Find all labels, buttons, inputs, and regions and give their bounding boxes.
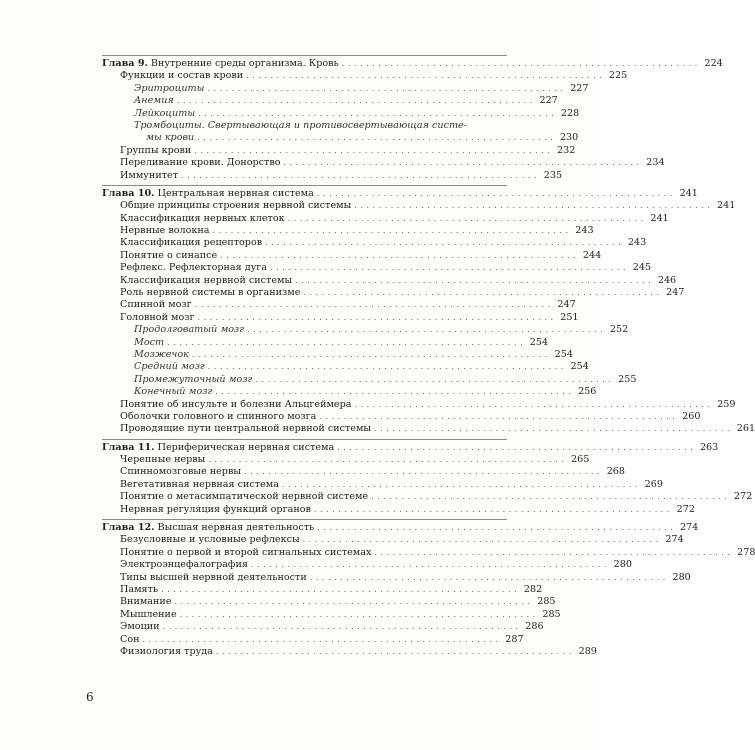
dot-leader (213, 225, 569, 237)
toc-chapter-9 (102, 57, 723, 70)
toc-entry (102, 608, 561, 621)
entry-title: Промежуточный мозг (134, 373, 253, 385)
dot-leader (215, 386, 571, 398)
page-number: 244 (582, 249, 602, 261)
dot-leader (195, 299, 551, 311)
dot-leader (295, 275, 651, 287)
entry-title: Мозжечок (134, 348, 189, 360)
dot-leader (354, 399, 710, 411)
dot-leader (192, 349, 548, 361)
dot-leader (354, 200, 710, 212)
chapter-title: Высшая нервная деятельность (154, 522, 315, 534)
toc-entry (102, 410, 701, 423)
entry-title: Вегетативная нервная система (120, 478, 279, 490)
page-number: 263 (699, 441, 719, 453)
dot-leader (194, 145, 550, 157)
entry-title: Классификация нервных клеток (120, 212, 285, 224)
entry-title: Анемия (134, 95, 174, 107)
dot-leader (282, 479, 638, 491)
dot-leader (317, 522, 673, 534)
page-number: 285 (537, 596, 556, 608)
dot-leader (181, 170, 537, 182)
chapter-divider (102, 55, 507, 56)
dot-leader (288, 213, 644, 225)
toc-entry (102, 287, 685, 299)
dot-leader (371, 491, 727, 503)
toc-entry (102, 132, 579, 144)
entry-title: Спинномозговые нервы (120, 466, 241, 478)
toc-entry (102, 423, 755, 435)
entry-title: Нервные волокна (120, 225, 210, 237)
toc-entry (102, 299, 576, 311)
page-number: 274 (679, 522, 699, 534)
page-number: 243 (575, 225, 594, 237)
toc-entry (102, 336, 549, 349)
page-number: 269 (644, 478, 663, 490)
chapter-divider (102, 185, 507, 186)
dot-leader (161, 584, 517, 596)
toc-entry (102, 398, 736, 411)
dot-leader (167, 337, 523, 349)
page-number: 289 (578, 645, 597, 657)
page-number: 280 (613, 559, 632, 571)
entry-title: Классификация рецепторов (120, 237, 263, 249)
page-number: 272 (733, 491, 753, 503)
chapter-title: Центральная нервная система (154, 187, 314, 199)
page-number: 224 (704, 57, 723, 69)
entry-title: Мышление (120, 608, 177, 620)
page-number: 259 (717, 398, 736, 410)
page-number: 234 (646, 157, 665, 169)
toc-entry (102, 373, 637, 386)
chapter-title: Периферическая нервная система (154, 441, 335, 453)
toc-entry (102, 225, 594, 237)
page-number: 227 (539, 95, 558, 107)
toc-entry (102, 571, 691, 584)
entry-title: Черепные нервы (120, 454, 206, 466)
page-number: 256 (578, 386, 597, 398)
page-number: 254 (529, 336, 549, 348)
page-number: 285 (542, 608, 561, 620)
entry-title: Иммунитет (120, 169, 179, 181)
entry-title: Мост (134, 336, 165, 348)
dot-leader (303, 534, 659, 546)
dot-leader (197, 132, 553, 144)
toc-entry (102, 324, 629, 336)
entry-title: Переливание крови. Донорство (120, 157, 281, 169)
chapter-title: Внутренние среды организма. Кровь (147, 57, 339, 69)
dot-leader (207, 83, 563, 95)
page-number: 227 (570, 82, 589, 94)
entry-title: Понятие о первой и второй сигнальных системах (120, 546, 372, 558)
toc-entry (102, 466, 626, 479)
dot-leader (220, 250, 576, 262)
page-number: 254 (570, 361, 589, 373)
toc-entry (102, 596, 556, 608)
chapter-number: Глава 12. (102, 522, 155, 534)
page-number: 261 (736, 423, 755, 435)
entry-title: Роль нервной системы в организме (120, 287, 301, 299)
page-number: 247 (666, 287, 685, 299)
entry-title: Средний мозг (134, 361, 205, 373)
entry-title: Память (120, 584, 159, 595)
chapter-12-items (102, 534, 755, 658)
entry-title: Функции и состав крови (120, 70, 244, 82)
toc-entry (102, 633, 524, 646)
page-number: 251 (560, 311, 579, 323)
page-number: 272 (676, 503, 695, 515)
toc-entry (102, 262, 652, 274)
entry-title: Проводящие пути центральной нервной системы (120, 423, 372, 435)
dot-leader (265, 237, 621, 249)
dot-leader (180, 609, 536, 621)
page-number: 241 (717, 200, 736, 212)
chapter-divider (102, 519, 507, 520)
chapter-10-items (102, 200, 755, 435)
toc-entry (102, 200, 736, 212)
page-number: 241 (650, 212, 669, 224)
toc-entry (102, 157, 665, 169)
page-number: 255 (618, 373, 637, 385)
dot-leader (208, 454, 564, 466)
toc-entry (102, 386, 597, 398)
toc-entry (102, 70, 628, 82)
toc-entry (102, 144, 576, 157)
page-number: 246 (657, 274, 677, 286)
dot-leader (374, 547, 730, 559)
toc-entry (102, 454, 590, 466)
dot-leader (284, 157, 640, 169)
dot-leader (175, 596, 531, 608)
dot-leader (342, 58, 698, 70)
page-number: 260 (682, 410, 701, 422)
dot-leader (247, 324, 603, 336)
page-number: 247 (557, 299, 576, 311)
entry-title: Внимание (120, 596, 172, 608)
page-number: 235 (543, 169, 563, 181)
dot-leader (198, 108, 554, 120)
toc-entry (102, 107, 580, 120)
entry-title: Оболочки головного и спинного мозга (120, 410, 317, 422)
entry-title: Нервная регуляция функций органов (120, 503, 311, 515)
toc-entry (102, 169, 563, 182)
dot-leader (246, 70, 602, 82)
toc-chapter-12 (102, 522, 699, 534)
entry-title: Группы крови (120, 144, 192, 156)
chapter-11-items (102, 454, 753, 516)
dot-leader (314, 504, 670, 516)
entry-title: Эритроциты (134, 82, 205, 94)
entry-title: Сон (120, 633, 140, 645)
page-number: 225 (608, 70, 628, 82)
toc-entry (102, 348, 573, 361)
chapter-number: Глава 9. (102, 57, 148, 69)
toc-entry (102, 249, 602, 262)
dot-leader (198, 312, 554, 324)
page-number: 245 (632, 262, 652, 274)
dot-leader (143, 634, 499, 646)
entry-title: Типы высшей нервной деятельности (120, 571, 307, 583)
page-number: 282 (523, 584, 543, 595)
toc-entry (102, 274, 677, 287)
entry-title: Классификация нервной системы (120, 274, 293, 286)
dot-leader (303, 287, 659, 299)
dot-leader (163, 621, 519, 633)
dot-leader (208, 361, 564, 373)
entry-title: Понятие о синапсе (120, 249, 218, 261)
page-number: 230 (559, 132, 579, 144)
entry-title: Лейкоциты (134, 107, 196, 119)
toc-entry (102, 212, 669, 225)
chapter-number: Глава 11. (102, 441, 155, 453)
chapter-9-items (102, 70, 665, 182)
toc-entry (102, 546, 755, 559)
toc-entry (102, 491, 753, 503)
toc-entry (102, 559, 632, 571)
toc-entry (102, 120, 507, 132)
page-number: 286 (525, 621, 544, 633)
page-number: 274 (665, 534, 684, 546)
entry-title: Рефлекс. Рефлекторная дуга (120, 262, 268, 274)
dot-leader (216, 646, 572, 658)
toc-chapter-11 (102, 441, 719, 454)
toc-entry (102, 82, 589, 95)
page-number: 265 (571, 454, 590, 466)
entry-title: Эмоции (120, 621, 160, 633)
entry-title: Электроэнцефалография (120, 559, 248, 571)
entry-title: Общие принципы строения нервной системы (120, 200, 352, 212)
toc-entry (102, 621, 544, 633)
page-footer-number: 6 (86, 690, 94, 704)
entry-title: мы крови (146, 132, 195, 144)
toc-chapter-10 (102, 187, 698, 200)
toc-entry (102, 534, 684, 546)
dot-leader (255, 374, 611, 386)
dot-leader (374, 423, 730, 435)
chapter-number: Глава 10. (102, 187, 155, 199)
entry-title: Понятие о метасимпатической нервной системе (120, 491, 369, 503)
table-of-contents (102, 52, 755, 658)
dot-leader (310, 572, 666, 584)
dot-leader (244, 466, 600, 478)
toc-entry (102, 584, 543, 596)
entry-title: Физиология труда (120, 645, 213, 657)
entry-title: Тромбоциты. Свертывающая и противосвертывающая систе- (134, 119, 467, 131)
dot-leader (251, 559, 607, 571)
page-number: 268 (606, 466, 626, 478)
entry-title: Головной мозг (120, 311, 195, 323)
toc-entry (102, 237, 647, 249)
entry-title: Понятие об инсульте и болезни Альцгеймера (120, 398, 352, 410)
page-number: 243 (627, 237, 647, 249)
toc-entry (102, 503, 695, 516)
toc-entry (102, 645, 597, 658)
chapter-divider (102, 439, 507, 440)
page-number: 228 (560, 107, 580, 119)
page-number: 254 (554, 348, 573, 360)
page-number: 287 (505, 633, 524, 645)
dot-leader (270, 262, 626, 274)
dot-leader (317, 188, 673, 200)
page-number: 280 (672, 571, 691, 583)
page-number: 241 (679, 187, 698, 199)
toc-entry (102, 478, 663, 491)
toc-entry (102, 361, 589, 373)
page-number: 232 (557, 144, 576, 156)
entry-title: Спинной мозг (120, 299, 192, 311)
toc-entry (102, 95, 558, 107)
entry-title: Конечный мозг (134, 386, 213, 398)
entry-title: Продолговатый мозг (134, 324, 245, 336)
dot-leader (177, 95, 533, 107)
dot-leader (319, 411, 675, 423)
page-number: 252 (609, 324, 629, 336)
toc-entry (102, 311, 579, 324)
entry-title: Безусловные и условные рефлексы (120, 534, 300, 546)
dot-leader (337, 442, 693, 454)
page-number: 278 (737, 546, 755, 558)
